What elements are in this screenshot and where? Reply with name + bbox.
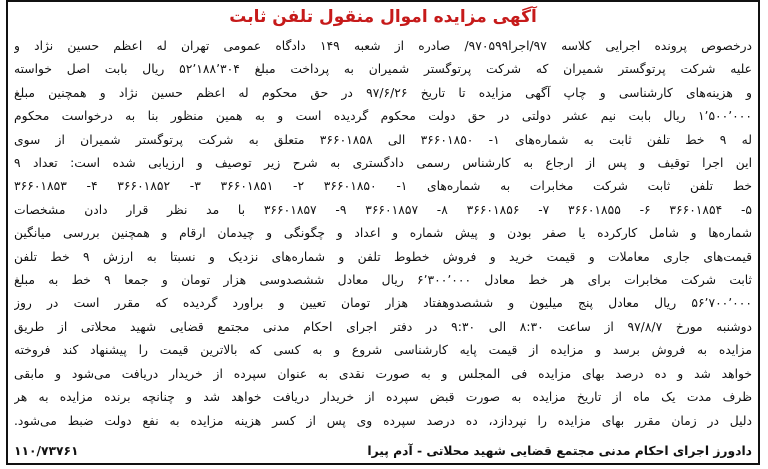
body-line: دلیل در زمان مقرر بهای مزایده را نپردازد، ده درصد سپرده وی پس از کسر هزینه مزایده به نفع دولت ضبط می‌شود. [14,413,752,428]
notice-code: ۱۱۰/۷۳۷۶۱ [14,444,79,458]
body-line: خط تلفن ثابت شرکت مخابرات به شماره‌های ۱- ۳۶۶۰۱۸۵۰ ۲- ۳۶۶۰۱۸۵۱ ۳- ۳۶۶۰۱۸۵۲ ۴- ۳۶۶۰۱۸۵۳ [14,179,752,194]
signature-line: دادورز اجرای احکام مدنی مجتمع قضایی شهید محلاتی - آدم پیرا [367,444,752,458]
notice-footer [14,440,752,462]
body-line: علیه شرکت پرتوگستر شمیران که شرکت پرتوگستر شمیران به پرداخت مبلغ ۵۲٬۱۸۸٬۳۰۴ ریال بابت اصل خواسته [14,62,752,77]
body-line: و هزینه‌های کارشناسی و چاپ آگهی مزایده تا تاریخ ۹۷/۶/۲۶ در حق محکوم له اعظم حسین نژاد و همچنین مبلغ [14,85,752,100]
body-line: دوشنبه مورخ ۹۷/۸/۷ از ساعت ۸:۳۰ الی ۹:۳۰ در دفتر اجرای احکام مدنی مجتمع قضایی شهید محلاتی از طریق [14,319,752,334]
body-line: شماره‌ها و شامل کارکرده یا صفر بودن و پیش شماره و اعداد و چگونگی و چیدمان ارقام و همچنین بررسی میانگین [14,226,752,241]
body-line: قیمت‌های جاری معاملات و قیمت خرید و فروش خطوط تلفن و شماره‌های نزدیک و نسبتا به ارزش ۹ خط تلفن [14,249,752,264]
body-line: درخصوص پرونده اجرایی کلاسه ۹۷/اجرا۹۷۰۵۹۹/ صادره از شعبه ۱۴۹ دادگاه عمومی تهران له اعظم حسین نژاد و [14,39,752,53]
body-line: این اجرا توقیف و پس از ارجاع به کارشناس رسمی دادگستری به شرح زیر توصیف و ارزیابی شده است: تعداد ۹ [14,156,752,171]
body-line: ۵۶٬۷۰۰٬۰۰۰ ریال معادل پنج میلیون و ششصدوهفتاد هزار تومان تعیین و براورد گردیده که مقرر است در روز [14,296,752,311]
body-line: ظرف مدت یک ماه از تاریخ مزایده به صورت قبض سپرده از خریدار دریافت خواهد شد و چنانچه برنده مزایده به هر [14,390,752,405]
body-line: ۵- ۳۶۶۰۱۸۵۴ ۶- ۳۶۶۰۱۸۵۵ ۷- ۳۶۶۰۱۸۵۶ ۸- ۳۶۶۰۱۸۵۷ ۹- ۳۶۶۰۱۸۵۷ با مد نظر قرار دادن مشخصات [14,202,752,217]
body-line: له ۹ خط تلفن ثابت به شماره‌های ۱- ۳۶۶۰۱۸۵۰ الی ۳۶۶۰۱۸۵۸ متعلق به شرکت پرتوگستر شمیران از سوی [14,132,752,147]
body-line: ثابت شرکت مخابرات برای هر خط معادل ۶٬۳۰۰٬۰۰۰ ریال معادل ششصدوسی هزار تومان و جمعا ۹ خط به مبلغ [14,273,752,288]
body-line: خواهد شد و ده درصد بهای مزایده فی المجلس و به صورت نقدی به عنوان سپرده از خریدار دریافت می‌شود و مابقی [14,366,752,381]
notice-body [14,35,752,433]
body-line: ۱٬۵۰۰٬۰۰۰ ریال بابت نیم عشر دولتی در حق دولت محکوم گردیده است و به همین منظور بنا به درخواست محکوم [14,109,752,124]
legal-notice [6,0,760,465]
body-line: مزایده به فروش برسد و مزایده از قیمت پایه کارشناسی شروع و به کسی که بالاترین قیمت را پیشنهاد کند فروخته [14,343,752,358]
notice-title: آگهی مزایده اموال منقول تلفن ثابت [229,7,537,27]
